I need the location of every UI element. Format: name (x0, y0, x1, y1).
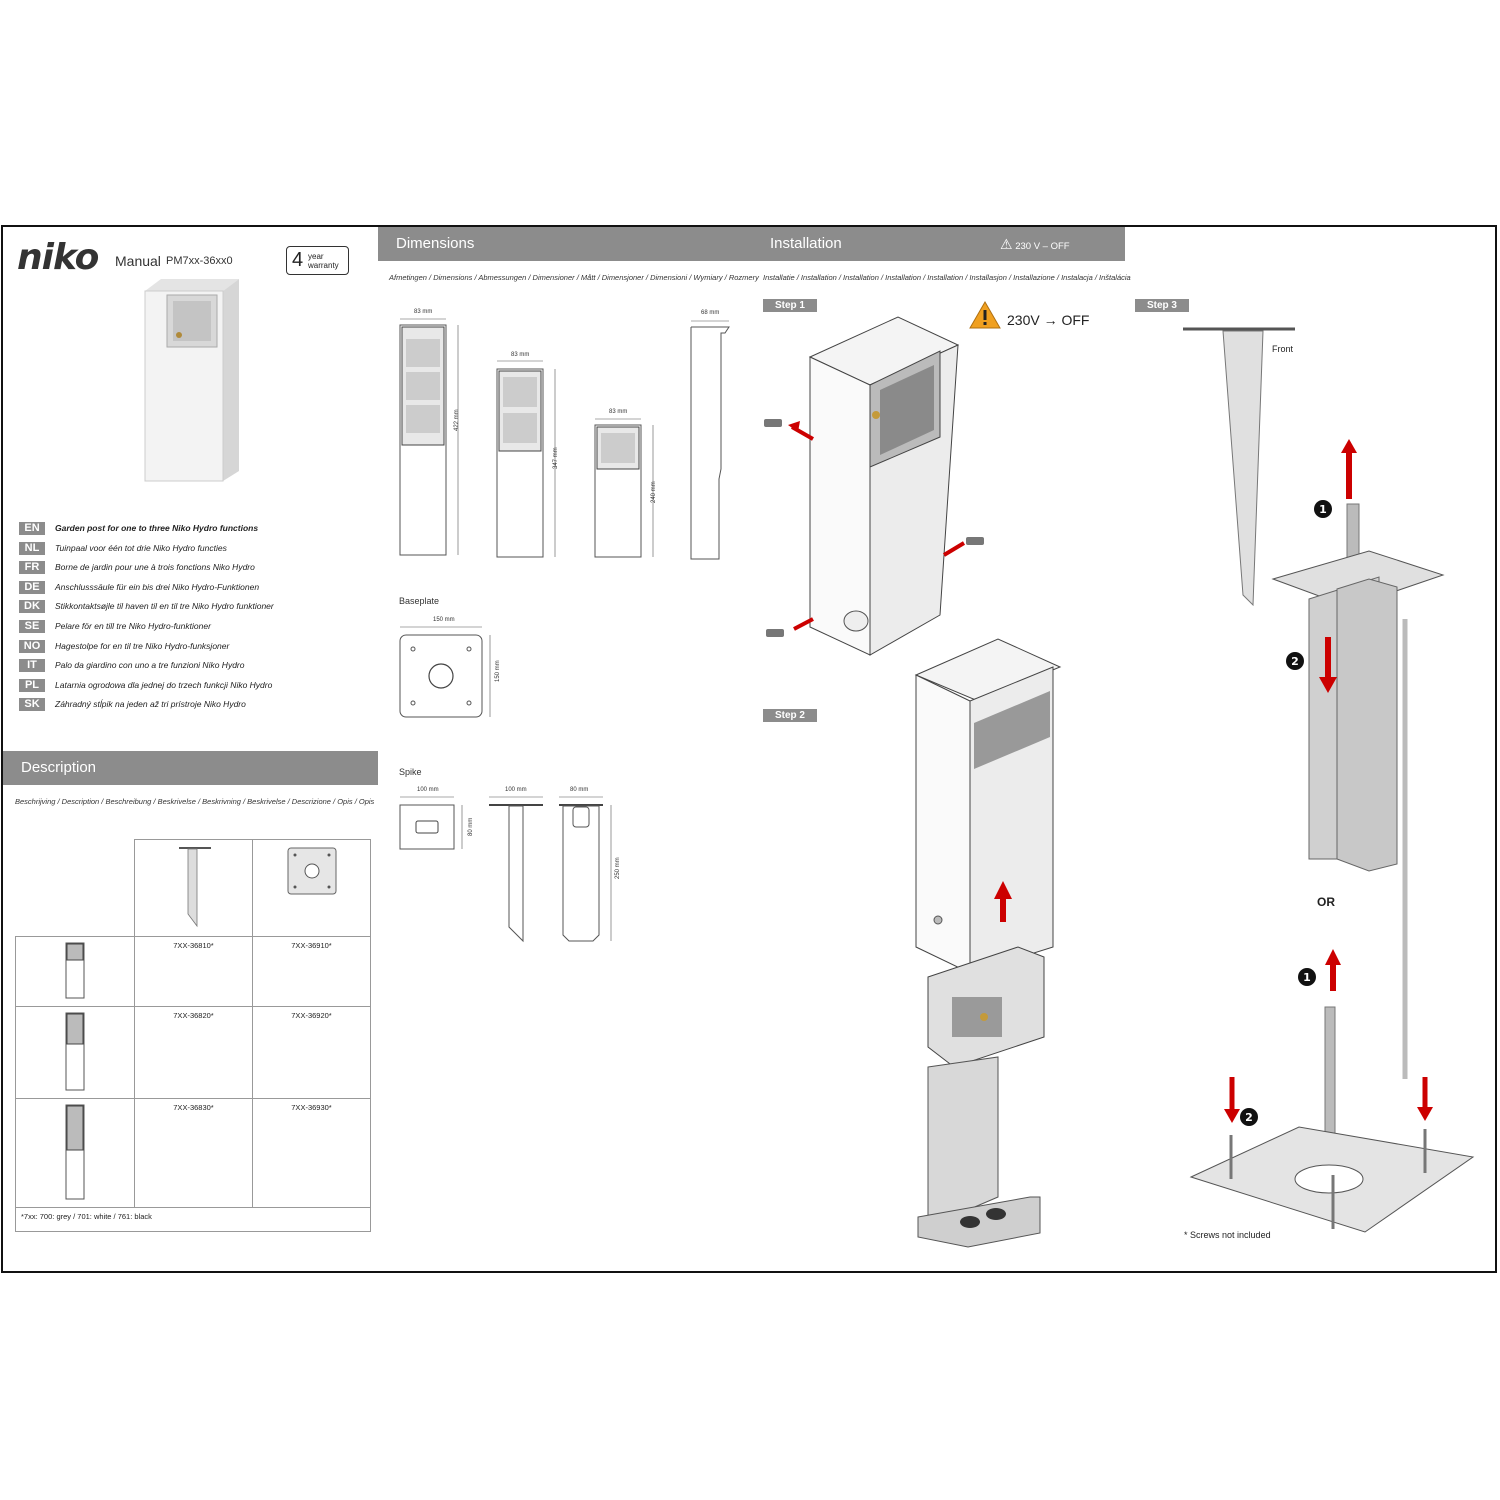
spike-top-width-label: 100 mm (417, 787, 439, 793)
badge-1: 1 (1319, 503, 1327, 516)
description-subtitle: Beschrijving / Description / Beschreibung / Beskrivelse / Beskrivning / Beskrivelse / Descrizione / Opis / Opis (15, 797, 375, 806)
baseplate-header-cell (253, 840, 371, 937)
spike-top-height-label: 80 mm (468, 817, 474, 836)
post-one-function-icon (16, 937, 134, 1004)
installation-subtitle: Installatie / Installation / Installation / Installation / Installation / Installasjon / Installazione / Instalacja / Inštalácia (763, 273, 1131, 282)
step2-drawing (908, 637, 1068, 1257)
or-label: OR (1317, 895, 1335, 909)
spike-height-label: 250 mm (615, 857, 621, 879)
step3-baseplate-drawing (1183, 947, 1483, 1247)
language-code: NL (19, 542, 45, 555)
product-table (15, 839, 371, 1232)
post3-width-label: 83 mm (609, 409, 628, 415)
badge-2b: 2 (1245, 1111, 1253, 1124)
spike-icon (135, 840, 252, 934)
post3-drawing (593, 417, 663, 562)
post-three-function-icon (16, 1099, 134, 1205)
language-code: NO (19, 640, 45, 653)
warranty-years: 4 (292, 249, 304, 271)
language-code: SK (19, 698, 45, 711)
language-description: Latarnia ogrodowa dla jednej do trzech funkcji Niko Hydro (55, 679, 273, 690)
step1-tag: Step 1 (763, 299, 817, 312)
color-footnote: *7xx: 700: grey / 701: white / 761: black (16, 1208, 371, 1232)
language-code: IT (19, 659, 45, 672)
screws-note: * Screws not included (1184, 1230, 1271, 1240)
badge-1b: 1 (1303, 971, 1311, 984)
warranty-badge (286, 246, 349, 275)
warning-outline-icon: ⚠ (1000, 236, 1013, 252)
table-cell: 7XX-36810* (135, 937, 253, 1007)
baseplate-label: Baseplate (399, 596, 440, 606)
language-code: DE (19, 581, 45, 594)
step3-sleeve-drawing (1269, 439, 1449, 909)
table-corner (16, 840, 135, 937)
language-code: EN (19, 522, 45, 535)
model-number: PM7xx-36xx0 (166, 255, 233, 267)
dimensions-header: Dimensions (378, 227, 752, 261)
badge-2: 2 (1291, 655, 1299, 668)
post-three-icon-cell (16, 1099, 135, 1208)
step2-tag: Step 2 (763, 709, 817, 722)
table-row (16, 1099, 371, 1208)
post2-width-label: 83 mm (511, 352, 530, 358)
spike-front-drawing (557, 795, 617, 945)
spike-side-width-label: 100 mm (505, 787, 527, 793)
language-code: PL (19, 679, 45, 692)
dimensions-subtitle: Afmetingen / Dimensions / Abmessungen / Dimensioner / Mått / Dimensjoner / Dimensioni / Wymiary / Rozmery (389, 273, 759, 282)
description-header: Description (3, 751, 378, 785)
side-width-label: 68 mm (701, 310, 720, 316)
language-description: Hagestolpe for en til tre Niko Hydro-funksjoner (55, 640, 230, 651)
language-description: Záhradný stĺpik na jeden až tri prístroje Niko Hydro (55, 699, 246, 710)
table-cell: 7XX-36830* (135, 1099, 253, 1208)
post2-drawing (495, 359, 565, 559)
spike-header-cell (135, 840, 253, 937)
spike-side-drawing (487, 795, 547, 945)
manual-label: Manual (115, 253, 161, 269)
language-description: Pelare för en till tre Niko Hydro-funktioner (55, 621, 211, 631)
post1-width-label: 83 mm (414, 309, 433, 315)
post2-height-label: 347 mm (553, 447, 559, 469)
manual-sheet (1, 225, 1497, 1273)
post-two-icon-cell (16, 1007, 135, 1099)
step3-tag: Step 3 (1135, 299, 1189, 312)
baseplate-drawing (398, 625, 498, 725)
product-photo (141, 277, 241, 487)
installation-header (752, 227, 1125, 261)
post1-height-label: 422 mm (454, 409, 460, 431)
baseplate-icon (253, 840, 370, 934)
warranty-text: year warranty (308, 252, 339, 270)
baseplate-width-label: 150 mm (433, 617, 455, 623)
table-cell: 7XX-36820* (135, 1007, 253, 1099)
language-description: Palo da giardino con uno a tre funzioni Niko Hydro (55, 660, 245, 671)
power-off-note: 230V → OFF (1007, 312, 1090, 328)
table-cell: 7XX-36920* (253, 1007, 371, 1099)
post-two-function-icon (16, 1007, 134, 1096)
spike-top-drawing (398, 795, 468, 855)
post1-drawing (398, 317, 468, 557)
language-code: FR (19, 561, 45, 574)
table-cell: 7XX-36930* (253, 1099, 371, 1208)
installation-title: Installation (770, 235, 842, 252)
post-one-icon-cell (16, 937, 135, 1007)
table-row (16, 1007, 371, 1099)
asterisk: * (1184, 1230, 1188, 1240)
front-label: Front (1272, 344, 1294, 354)
niko-logo: niko (17, 237, 99, 278)
language-description: Garden post for one to three Niko Hydro functions (55, 523, 259, 533)
language-code: DK (19, 600, 45, 613)
header-warning: ⚠ 230 V – OFF (1000, 236, 1070, 252)
side-view-drawing (689, 319, 734, 564)
table-row (16, 937, 371, 1007)
language-description: Tuinpaal voor één tot drie Niko Hydro functies (55, 542, 227, 553)
spike-front-width-label: 80 mm (570, 787, 589, 793)
language-description: Borne de jardin pour une à trois fonctions Niko Hydro (55, 562, 255, 573)
table-cell: 7XX-36910* (253, 937, 371, 1007)
spike-label: Spike (399, 767, 422, 777)
post3-height-label: 240 mm (651, 481, 657, 503)
step1-drawing (758, 315, 968, 660)
baseplate-height-label: 150 mm (495, 660, 501, 682)
language-code: SE (19, 620, 45, 633)
warning-icon (969, 301, 1001, 329)
language-description: Stikkontaktsøjle til haven til en til tre Niko Hydro funktioner (55, 601, 274, 612)
language-description: Anschlusssäule für ein bis drei Niko Hydro-Funktionen (55, 581, 260, 592)
